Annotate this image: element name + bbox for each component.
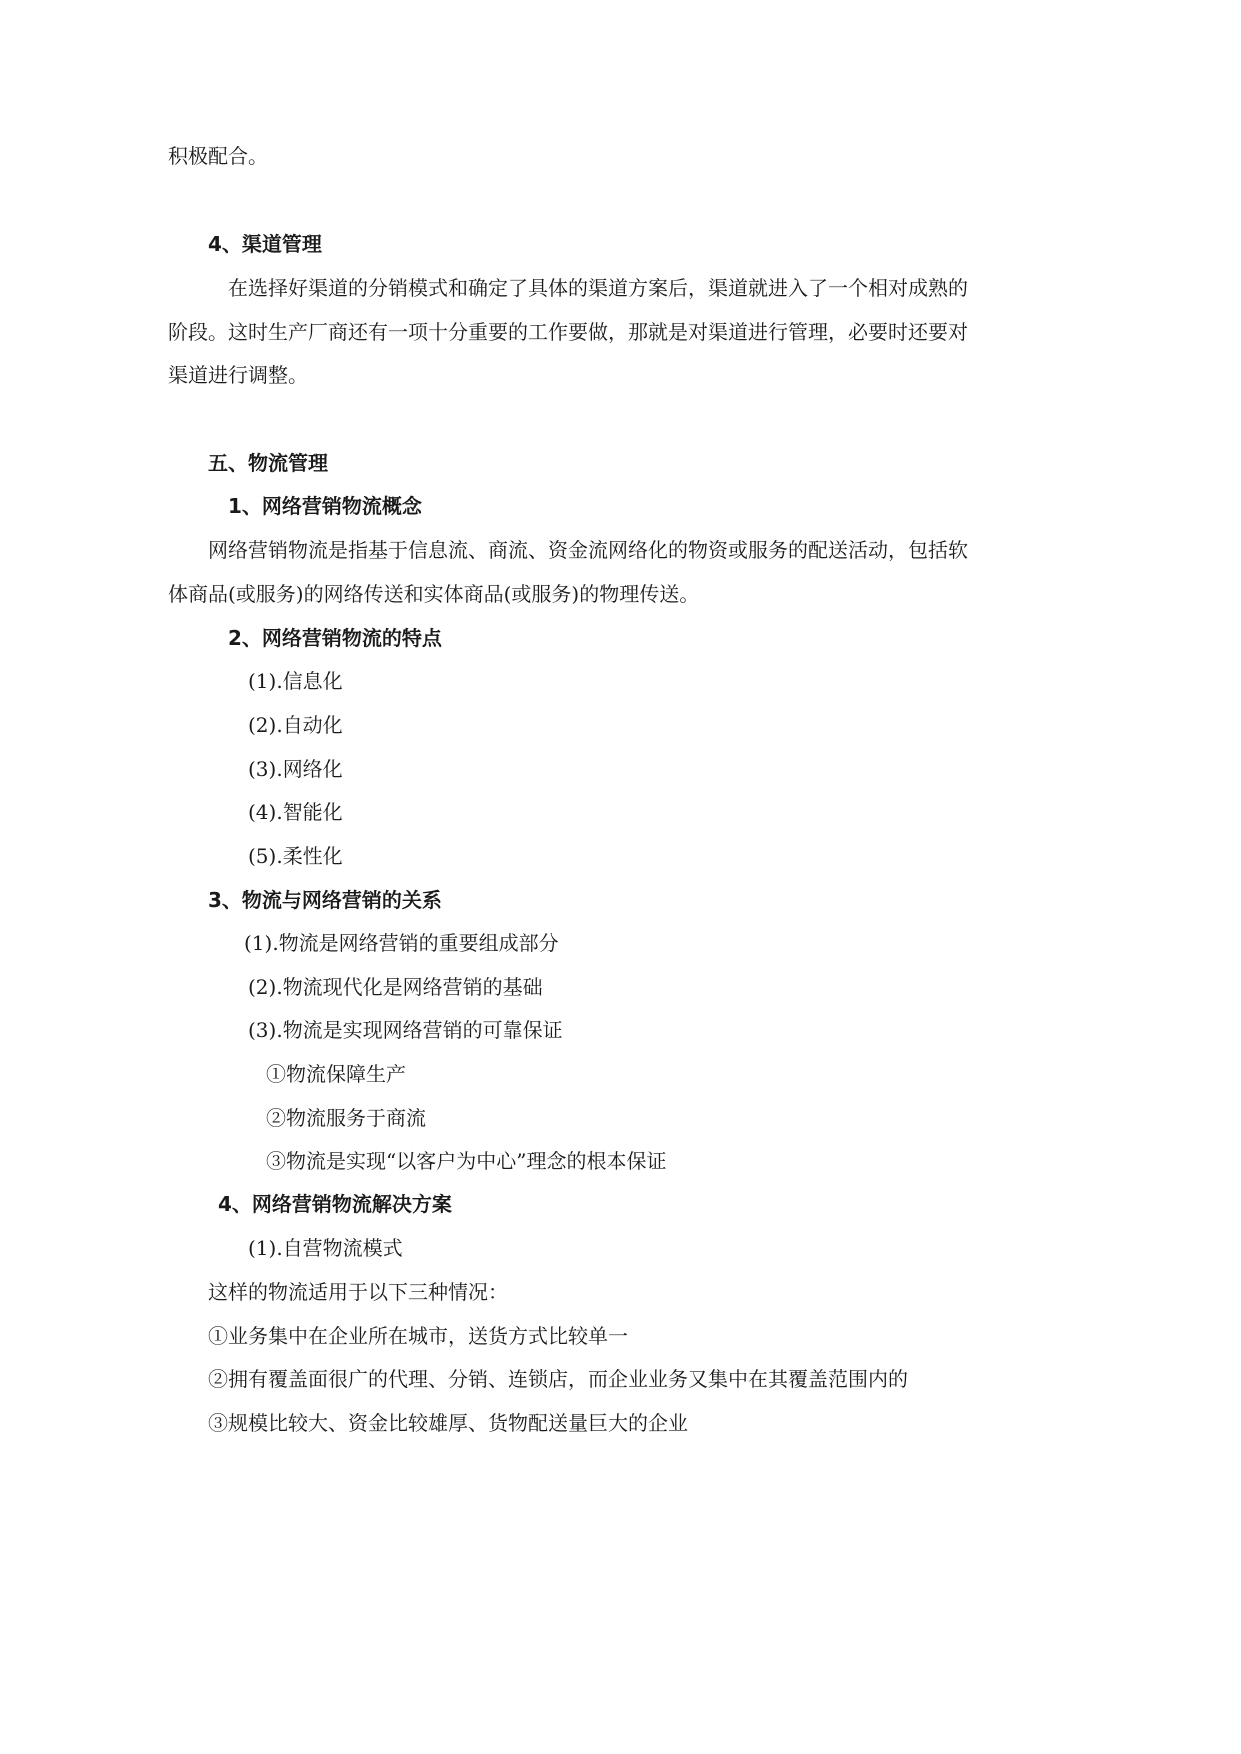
solutions-item: (1).自营物流模式 [248, 1236, 403, 1260]
solutions-case: ①业务集中在企业所在城市，送货方式比较单一 [208, 1324, 628, 1348]
solutions-case: ②拥有覆盖面很广的代理、分销、连锁店，而企业业务又集中在其覆盖范围内的 [208, 1367, 908, 1391]
feature-item: (5).柔性化 [248, 844, 343, 868]
channel-management-para-line: 渠道进行调整。 [168, 363, 308, 387]
solutions-heading: 4、网络营销物流解决方案 [218, 1192, 452, 1216]
concept-heading: 1、网络营销物流概念 [228, 494, 422, 518]
feature-item: (2).自动化 [248, 713, 343, 737]
relation-heading: 3、物流与网络营销的关系 [208, 888, 442, 912]
relation-item: (3).物流是实现网络营销的可靠保证 [248, 1018, 563, 1042]
solutions-intro: 这样的物流适用于以下三种情况： [208, 1280, 508, 1304]
relation-subitem: ①物流保障生产 [266, 1062, 406, 1086]
feature-item: (4).智能化 [248, 800, 343, 824]
concept-para-line: 网络营销物流是指基于信息流、商流、资金流网络化的物资或服务的配送活动，包括软 [208, 538, 968, 562]
solutions-case: ③规模比较大、资金比较雄厚、货物配送量巨大的企业 [208, 1411, 688, 1435]
concept-para-line: 体商品(或服务)的网络传送和实体商品(或服务)的物理传送。 [168, 582, 700, 606]
relation-subitem: ③物流是实现“以客户为中心”理念的根本保证 [266, 1149, 667, 1173]
channel-management-para-line: 在选择好渠道的分销模式和确定了具体的渠道方案后，渠道就进入了一个相对成熟的 [228, 276, 968, 300]
feature-item: (1).信息化 [248, 669, 343, 693]
features-heading: 2、网络营销物流的特点 [228, 626, 442, 650]
channel-management-heading: 4、渠道管理 [208, 232, 322, 256]
relation-item: (1).物流是网络营销的重要组成部分 [244, 931, 559, 955]
section-5-heading: 五、物流管理 [208, 451, 328, 475]
relation-subitem: ②物流服务于商流 [266, 1106, 426, 1130]
relation-item: (2).物流现代化是网络营销的基础 [248, 975, 543, 999]
feature-item: (3).网络化 [248, 757, 343, 781]
intro-tail-text: 积极配合。 [168, 144, 268, 168]
channel-management-para-line: 阶段。这时生产厂商还有一项十分重要的工作要做，那就是对渠道进行管理，必要时还要对 [168, 320, 968, 344]
